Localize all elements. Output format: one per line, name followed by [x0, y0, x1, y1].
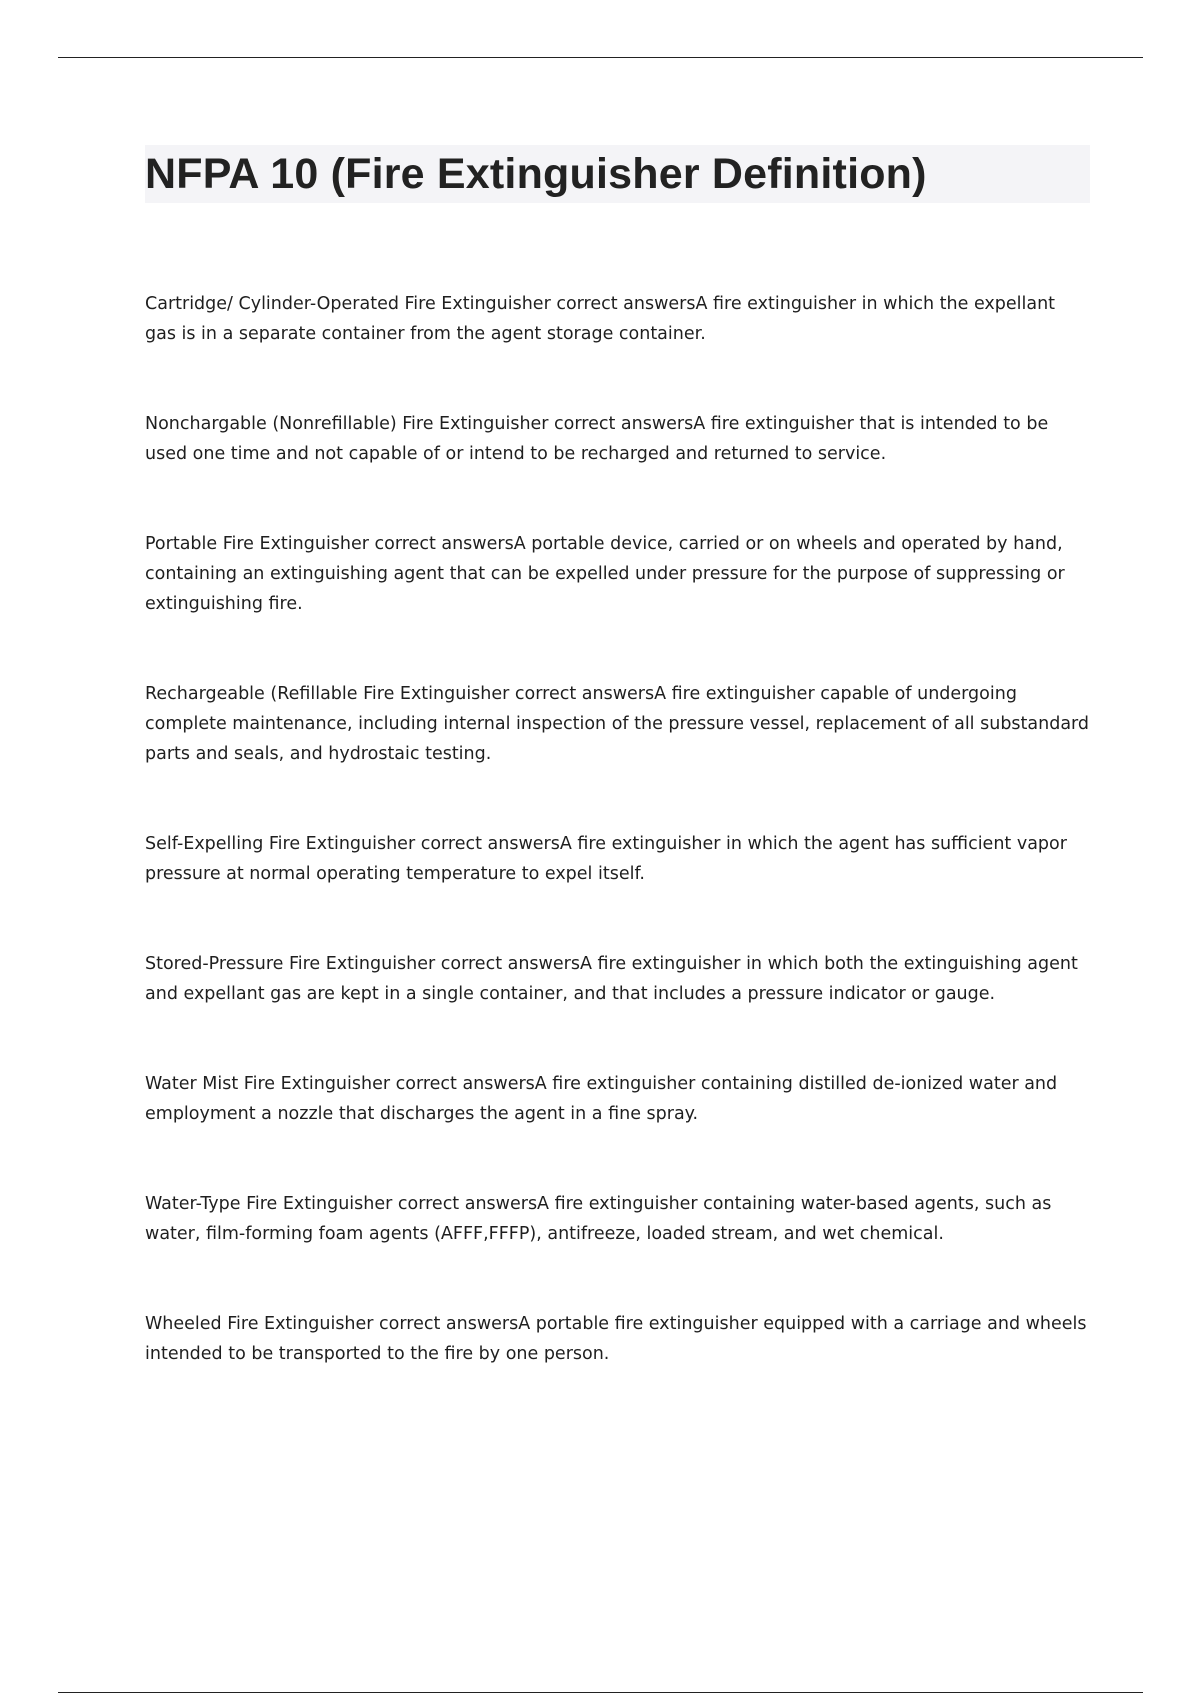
definition-entry: Stored-Pressure Fire Extinguisher correct answersA fire extinguisher in which both the extinguishing agent and expellant gas are kept in a single container, and that includes a pressure indicator or gauge. — [145, 954, 1078, 1004]
definition-entry: Water-Type Fire Extinguisher correct answersA fire extinguisher containing water-based agents, such as water, film-forming foam agents (AFFF,FFFP), antifreeze, loaded stream, and wet chemical. — [145, 1194, 1052, 1244]
definition-entry: Cartridge/ Cylinder-Operated Fire Extinguisher correct answersA fire extinguisher in which the expellant gas is in a separate container from the agent storage container. — [145, 294, 1056, 344]
definition-entry: Wheeled Fire Extinguisher correct answersA portable fire extinguisher equipped with a carriage and wheels intended to be transported to the fire by one person. — [145, 1314, 1087, 1364]
definition-list — [145, 289, 1090, 1429]
bottom-divider — [58, 1692, 1143, 1693]
definition-entry: Water Mist Fire Extinguisher correct answersA fire extinguisher containing distilled de-ionized water and employment a nozzle that discharges the agent in a fine spray. — [145, 1074, 1058, 1124]
definition-entry: Self-Expelling Fire Extinguisher correct answersA fire extinguisher in which the agent has sufficient vapor pressure at normal operating temperature to expel itself. — [145, 834, 1067, 884]
page-title: NFPA 10 (Fire Extinguisher Definition) — [145, 150, 927, 198]
definition-entry: Portable Fire Extinguisher correct answersA portable device, carried or on wheels and operated by hand, containing an extinguishing agent that can be expelled under pressure for the purpose of suppressing or extinguishing fire. — [145, 534, 1065, 614]
definition-entry: Rechargeable (Refillable Fire Extinguisher correct answersA fire extinguisher capable of undergoing complete maintenance, including internal inspection of the pressure vessel, replacement of all substandard parts and seals, and hydrostaic testing. — [145, 684, 1090, 764]
top-divider — [58, 57, 1143, 58]
definition-entry: Nonchargable (Nonrefillable) Fire Extinguisher correct answersA fire extinguisher that is intended to be used one time and not capable of or intend to be recharged and returned to service. — [145, 414, 1049, 464]
